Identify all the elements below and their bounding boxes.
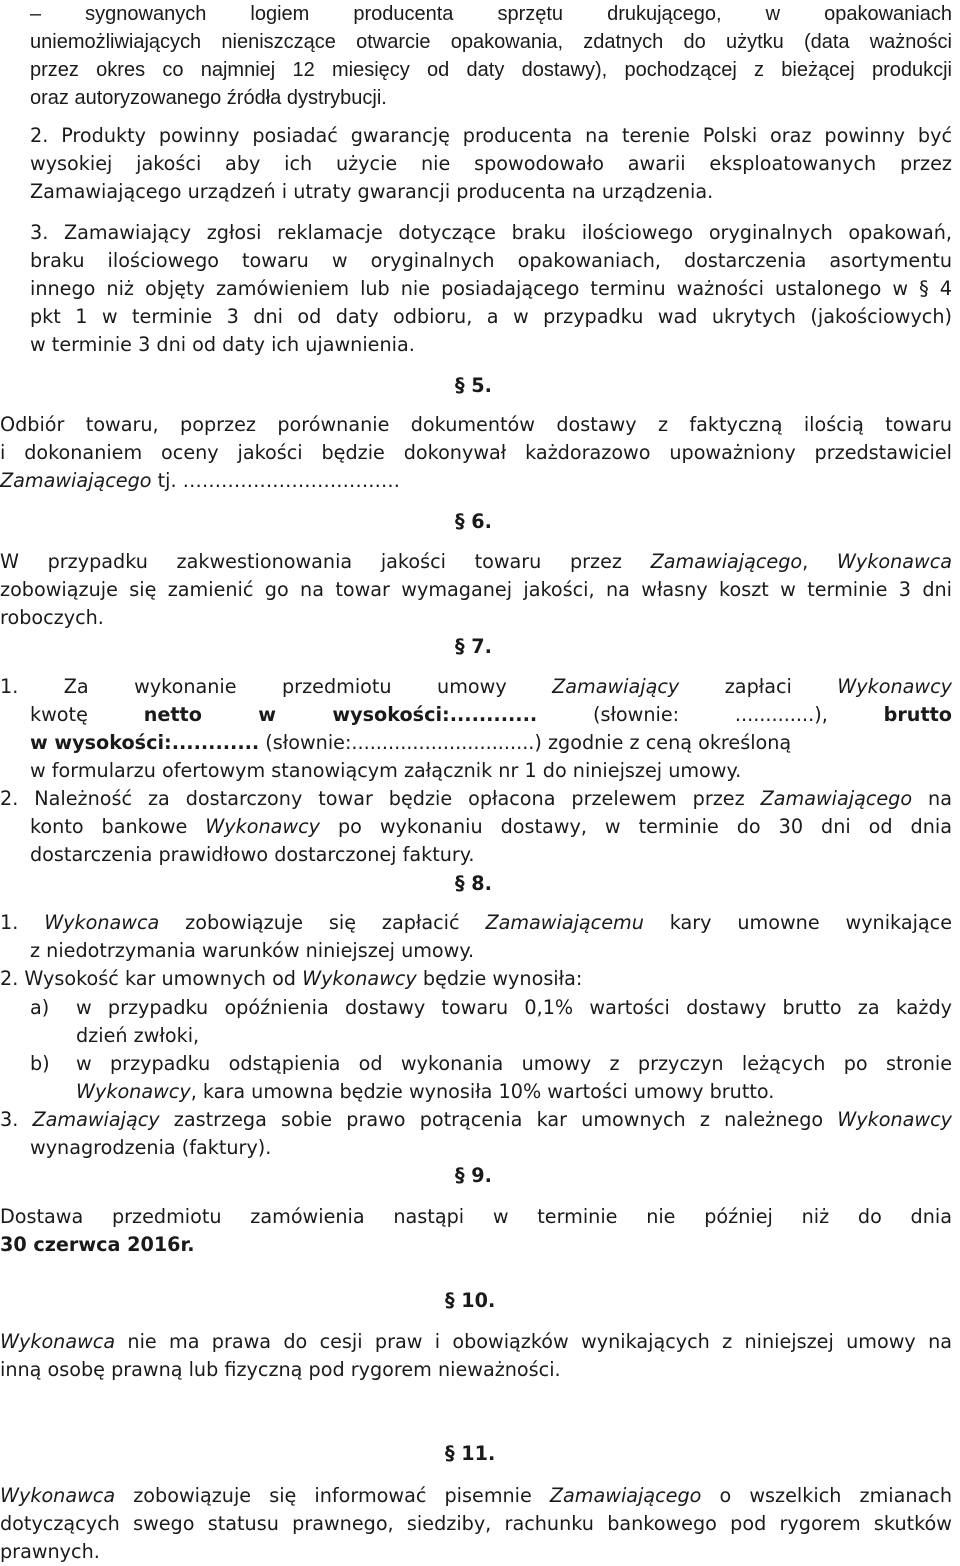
s10-line-1: Wykonawca nie ma prawa do cesji praw i obowiązków wynikających z niniejszej umowy na [0,1330,952,1353]
s5-line-3: Zamawiającego tj. ……………………………. [0,469,400,492]
p4-line-10: innego niż objęty zamówieniem lub nie posiadającego terminu ważności ustalonego w § 4 [30,277,952,300]
section-10-heading: § 10. [445,1289,496,1312]
s6-line-3: roboczych. [0,606,104,629]
s8-b-line-2: Wykonawcy, kara umowna będzie wynosiła 10% wartości umowy brutto. [76,1080,775,1103]
p4-line-5: 2. Produkty powinny posiadać gwarancję producenta na terenie Polski oraz powinny być [30,124,952,147]
p4-line-1: – sygnowanych logiem producenta sprzętu drukującego, w opakowaniach [30,3,952,25]
s6-line-1: W przypadku zakwestionowania jakości towaru przez Zamawiającego, Wykonawca [0,550,952,573]
s7-item-2-line-1: 2. Należność za dostarczony towar będzie opłacona przelewem przez Zamawiającego na [0,787,952,810]
s8-item-2-line-1: 2. Wysokość kar umownych od Wykonawcy będzie wynosiła: [0,967,583,990]
p4-line-8: 3. Zamawiający zgłosi reklamacje dotyczące braku ilościowego oryginalnych opakowań, [30,221,952,244]
s9-delivery-date: 30 czerwca 2016r. [0,1233,195,1256]
s11-line-3: prawnych. [0,1540,100,1563]
p4-line-6: wysokiej jakości aby ich użycie nie spowodowało awarii eksploatowanych przez [30,152,952,175]
p4-line-12: w terminie 3 dni od daty ich ujawnienia. [30,333,415,356]
s8-a-line-2: dzień zwłoki, [76,1024,200,1047]
term-zamawiajacego: Zamawiającego [0,469,152,492]
p4-line-7: Zamawiającego urządzeń i utraty gwarancji producenta na urządzenia. [30,180,714,203]
s8-b-line-1: w przypadku odstąpienia od wykonania umowy z przyczyn leżących po stronie [76,1052,952,1075]
section-6-heading: § 6. [455,510,492,533]
s5-line-2: i dokonaniem oceny jakości będzie dokonywał każdorazowo upoważniony przedstawiciel [0,441,952,464]
p4-line-2: uniemożliwiających nieniszczące otwarcie opakowania, zdatnych do użytku (data ważności [30,31,952,53]
section-5-heading: § 5. [455,374,492,397]
s8-a-label: a) [30,996,50,1019]
s8-item-1-line-2: z niedotrzymania warunków niniejszej umowy. [30,939,475,962]
s11-line-2: dotyczących swego statusu prawnego, siedziby, rachunku bankowego pod rygorem skutków [0,1512,952,1535]
s11-line-1: Wykonawca zobowiązuje się informować pisemnie Zamawiającego o wszelkich zmianach [0,1484,952,1507]
s8-item-3-line-1: 3. Zamawiający zastrzega sobie prawo potrącenia kar umownych z należnego Wykonawcy [0,1108,952,1131]
s9-line-1: Dostawa przedmiotu zamówienia nastąpi w terminie nie później niż do dnia [0,1205,952,1228]
s7-item-1-line-1: 1. Za wykonanie przedmiotu umowy Zamawiający zapłaci Wykonawcy [0,675,952,698]
section-7-heading: § 7. [455,635,492,658]
section-8-heading: § 8. [455,872,492,895]
s8-item-3-line-2: wynagrodzenia (faktury). [30,1136,272,1159]
s7-item-2-line-3: dostarczenia prawidłowo dostarczonej faktury. [30,843,475,866]
s8-b-label: b) [30,1052,50,1075]
s8-a-line-1: w przypadku opóźnienia dostawy towaru 0,1% wartości dostawy brutto za każdy [76,996,952,1019]
s7-item-1-line-2: kwotę netto w wysokości:............ (słownie: .............), brutto [30,703,952,726]
p4-line-9: braku ilościowego towaru w oryginalnych opakowaniach, dostarczenia asortymentu [30,249,952,272]
p4-line-3: przez okres co najmniej 12 miesięcy od daty dostawy), pochodzącej z bieżącej produkcji [30,59,952,81]
s7-item-2-line-2: konto bankowe Wykonawcy po wykonaniu dostawy, w terminie do 30 dni od dnia [30,815,952,838]
s8-item-1-line-1: 1. Wykonawca zobowiązuje się zapłacić Zamawiającemu kary umowne wynikające [0,911,952,934]
section-11-heading: § 11. [445,1442,496,1465]
s7-item-1-line-3: w wysokości:............ (słownie:..............................) zgodnie z ceną określoną [30,731,792,754]
p4-line-4: oraz autoryzowanego źródła dystrybucji. [30,87,387,109]
s5-line-1: Odbiór towaru, poprzez porównanie dokumentów dostawy z faktyczną ilością towaru [0,413,952,436]
s10-line-2: inną osobę prawną lub fizyczną pod rygorem nieważności. [0,1358,561,1381]
section-9-heading: § 9. [455,1164,492,1187]
s7-item-1-line-4: w formularzu ofertowym stanowiącym załącznik nr 1 do niniejszej umowy. [30,759,742,782]
s6-line-2: zobowiązuje się zamienić go na towar wymaganej jakości, na własny koszt w terminie 3 dni [0,578,952,601]
p4-line-11: pkt 1 w terminie 3 dni od daty odbioru, a w przypadku wad ukrytych (jakościowych) [30,305,952,328]
